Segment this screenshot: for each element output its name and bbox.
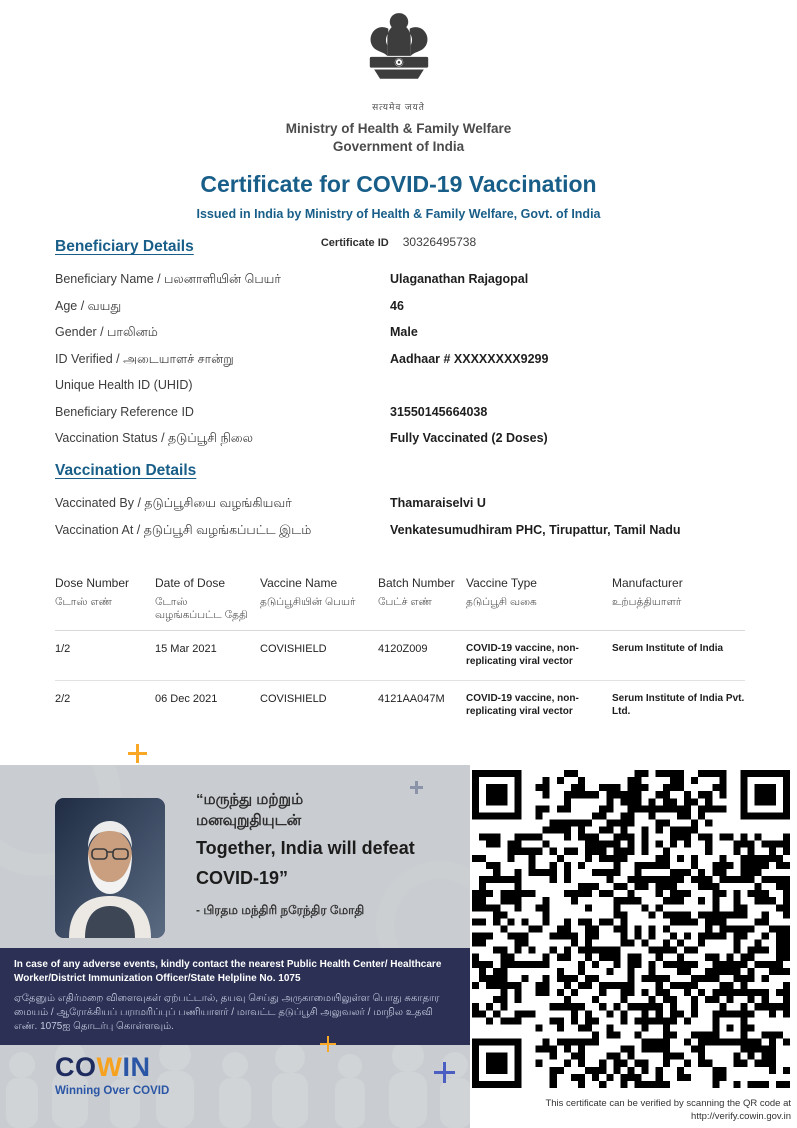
helpline-english: In case of any adverse events, kindly contact the nearest Public Health Center/ Healthcare Worker/District Immunization Officer/State Helpline No. 1075 bbox=[14, 959, 442, 984]
detail-value: Ulaganathan Rajagopal bbox=[390, 272, 529, 286]
quote-block bbox=[196, 789, 446, 919]
detail-value: Male bbox=[390, 325, 418, 339]
certificate-header bbox=[0, 10, 797, 249]
table-row-dose-1 bbox=[55, 631, 745, 681]
column-header-date-of-dose: Date of Dose டோஸ் வழங்கப்பட்ட தேதி bbox=[155, 576, 248, 621]
cell-dose-number: 2/2 bbox=[55, 693, 71, 705]
detail-value: 46 bbox=[390, 298, 404, 313]
detail-value: Aadhaar # XXXXXXXX9299 bbox=[390, 351, 549, 366]
column-header-vaccine-name: Vaccine Name தடுப்பூசியின் பெயர் bbox=[260, 576, 356, 608]
vaccination-section-title: Vaccination Details bbox=[55, 462, 197, 479]
detail-label: Beneficiary Reference ID bbox=[55, 404, 194, 419]
emblem-motto: सत्यमेव जयते bbox=[372, 102, 425, 112]
quote-english-line1: Together, India will defeat bbox=[196, 838, 415, 858]
detail-label: Age / வயது bbox=[55, 298, 122, 313]
cell-batch-number: 4120Z009 bbox=[378, 643, 428, 655]
column-header-dose-number: Dose Number டோஸ் எண் bbox=[55, 576, 130, 608]
cowin-logo-part3: IN bbox=[122, 1052, 151, 1082]
table-row-dose-2 bbox=[55, 681, 745, 730]
detail-row-uhid bbox=[55, 377, 745, 394]
cell-manufacturer: Serum Institute of India bbox=[612, 643, 724, 654]
detail-row-reference-id bbox=[55, 404, 745, 421]
qr-caption-line2: http://verify.cowin.gov.in bbox=[691, 1111, 791, 1122]
certificate-id-value: 30326495738 bbox=[402, 235, 477, 250]
column-header-vaccine-type: Vaccine Type தடுப்பூசி வகை bbox=[466, 576, 537, 608]
footer-banner bbox=[0, 765, 797, 1128]
plus-decoration-orange bbox=[128, 744, 147, 763]
cell-vaccine-type: COVID-19 vaccine, non-replicating viral vector bbox=[466, 693, 579, 717]
pm-photo bbox=[55, 798, 165, 938]
cell-vaccine-type: COVID-19 vaccine, non-replicating viral vector bbox=[466, 643, 579, 667]
detail-row-age bbox=[55, 298, 745, 315]
ministry-line2: Government of India bbox=[332, 138, 465, 154]
cell-batch-number: 4121AA047M bbox=[378, 693, 445, 705]
beneficiary-details-section bbox=[55, 238, 745, 457]
page-title: Certificate for COVID-19 Vaccination bbox=[200, 171, 597, 198]
detail-label: Beneficiary Name / பலனாளியின் பெயர் bbox=[55, 272, 281, 286]
vaccination-details-section bbox=[55, 462, 745, 548]
detail-value: Venkatesumudhiram PHC, Tirupattur, Tamil Nadu bbox=[390, 522, 681, 537]
national-emblem-icon bbox=[363, 10, 435, 113]
quote-tamil-line2: மனவுறுதியுடன் bbox=[196, 812, 302, 829]
cowin-logo-part2: W bbox=[96, 1052, 123, 1082]
cell-date-of-dose: 06 Dec 2021 bbox=[155, 693, 218, 705]
detail-row-vaccinated-at bbox=[55, 522, 745, 539]
detail-value: 31550145664038 bbox=[390, 404, 488, 419]
qr-code bbox=[472, 770, 790, 1088]
detail-row-status bbox=[55, 430, 745, 447]
detail-label: Vaccination At / தடுப்பூசி வழங்கப்பட்ட இடம் bbox=[55, 522, 312, 537]
cell-vaccine-name: COVISHIELD bbox=[260, 693, 327, 705]
detail-label: Gender / பாலினம் bbox=[55, 325, 158, 339]
plus-decoration-blue bbox=[434, 1062, 455, 1083]
detail-value: Thamaraiselvi U bbox=[390, 496, 486, 510]
dose-table-header bbox=[55, 576, 745, 631]
footer-gray-panel bbox=[0, 765, 470, 1128]
cowin-logo-part1: CO bbox=[55, 1052, 97, 1082]
quote-attribution: - பிரதம மந்திரி நரேந்திர மோதி bbox=[196, 903, 365, 917]
cell-vaccine-name: COVISHIELD bbox=[260, 643, 327, 655]
detail-label: Vaccination Status / தடுப்பூசி நிலை bbox=[55, 431, 254, 445]
detail-value: Fully Vaccinated (2 Doses) bbox=[390, 431, 548, 445]
detail-row-name bbox=[55, 271, 745, 288]
helpline-band bbox=[0, 948, 470, 1045]
dose-table bbox=[55, 576, 745, 730]
certificate-id-label: Certificate ID bbox=[320, 237, 389, 250]
plus-decoration-gray bbox=[410, 781, 423, 794]
detail-label: Unique Health ID (UHID) bbox=[55, 378, 193, 392]
ministry-line1: Ministry of Health & Family Welfare bbox=[285, 121, 512, 136]
cell-date-of-dose: 15 Mar 2021 bbox=[155, 643, 217, 655]
column-header-manufacturer: Manufacturer உற்பத்தியாளர் bbox=[612, 576, 683, 608]
cowin-logo bbox=[55, 1052, 169, 1097]
quote-tamil-line1: “மருந்து மற்றும் bbox=[196, 791, 304, 808]
detail-label: Vaccinated By / தடுப்பூசியை வழங்கியவர் bbox=[55, 496, 292, 510]
cowin-tagline: Winning Over COVID bbox=[55, 1085, 170, 1097]
page-subtitle: Issued in India by Ministry of Health & Family Welfare, Govt. of India bbox=[196, 207, 601, 222]
detail-row-gender bbox=[55, 324, 745, 341]
detail-row-id-verified bbox=[55, 351, 745, 368]
qr-panel bbox=[470, 765, 797, 1128]
beneficiary-section-title: Beneficiary Details bbox=[55, 238, 194, 255]
column-header-batch-number: Batch Number பேட்ச் எண் bbox=[378, 576, 455, 608]
detail-label: ID Verified / அடையாளச் சான்று bbox=[55, 351, 234, 366]
cell-dose-number: 1/2 bbox=[55, 643, 71, 655]
helpline-tamil: ஏதேனும் எதிர்மறை விளைவுகள் ஏற்பட்டால், தயவு செய்து அருகாமையிலுள்ள பொது சுகாதார மையம் / ஆரோக்கியப் பராமரிப்புப் பணியாளர் / மாவட்ட தடுப்பூசி அலுவலர் / மாநில உதவி எண். 1075ஐ தொடர்பு கொள்ளவும். bbox=[14, 993, 440, 1032]
plus-decoration-orange-2 bbox=[320, 1036, 336, 1052]
quote-english-line2: COVID-19” bbox=[196, 868, 289, 888]
qr-caption bbox=[545, 1097, 791, 1123]
detail-row-vaccinated-by bbox=[55, 495, 745, 512]
qr-caption-line1: This certificate can be verified by scanning the QR code at bbox=[545, 1098, 791, 1109]
cell-manufacturer: Serum Institute of India Pvt. Ltd. bbox=[612, 693, 745, 717]
